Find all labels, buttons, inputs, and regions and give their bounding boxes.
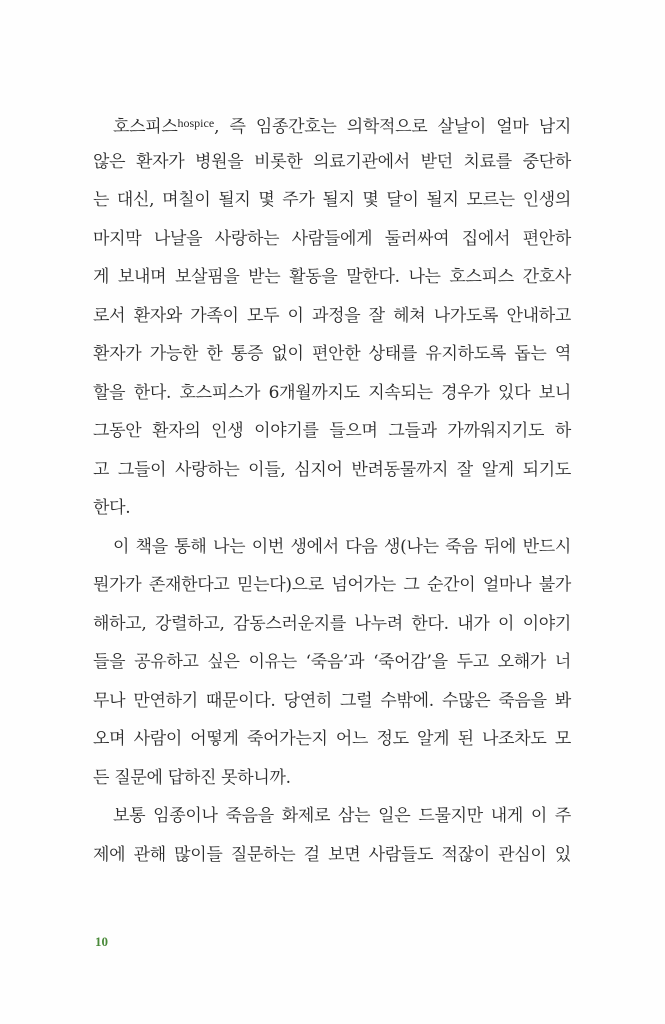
paragraph-1-line-10: 고 그들이 사랑하는 이들, 심지어 반려동물까지 잘 알게 되기도 [93, 459, 571, 480]
term-hospice-english: hospice [177, 116, 215, 130]
paragraph-3-line-1: 보통 임종이나 죽음을 화제로 삼는 일은 드물지만 내게 이 주 [113, 806, 571, 826]
paragraph-2-line-1: 이 책을 통해 나는 이번 생에서 다음 생(나는 죽음 뒤에 반드시 [113, 536, 571, 557]
term-hospice-korean: 호스피스 [113, 117, 178, 137]
line-text: , 즉 임종간호는 의학적으로 살날이 얼마 남지 [214, 117, 571, 137]
paragraph-1-line-9: 그동안 환자의 인생 이야기를 들으며 그들과 가까워지기도 하 [93, 421, 571, 441]
paragraph-1-line-1 [93, 104, 571, 143]
paragraph-2-line-7: 든 질문에 답하진 못하니까. [93, 767, 291, 788]
paragraph-2-line-4: 들을 공유하고 싶은 이유는 ‘죽음’과 ‘죽어감’을 두고 오해가 너 [93, 652, 571, 672]
paragraph-1-line-8: 할을 한다. 호스피스가 6개월까지도 지속되는 경우가 있다 보니 [93, 382, 571, 403]
paragraph-1-line-3: 는 대신, 며칠이 될지 몇 주가 될지 몇 달이 될지 모르는 인생의 [93, 190, 571, 210]
paragraph-2-line-3: 해하고, 강렬하고, 감동스러운지를 나누려 한다. 내가 이 이야기 [93, 613, 571, 634]
paragraph-1-line-11: 한다. [93, 498, 131, 518]
body-text [93, 104, 571, 874]
paragraph-2-line-2: 뭔가가 존재한다고 믿는다)으로 넘어가는 그 순간이 얼마나 불가 [93, 575, 571, 595]
paragraph-1-line-7: 환자가 가능한 한 통증 없이 편안한 상태를 유지하도록 돕는 역 [93, 344, 571, 364]
paragraph-2-line-6: 오며 사람이 어떻게 죽어가는지 어느 정도 알게 된 나조차도 모 [93, 729, 571, 749]
paragraph-1-line-6: 로서 환자와 가족이 모두 이 과정을 잘 헤쳐 나가도록 안내하고 [93, 305, 571, 326]
paragraph-1-line-2: 않은 환자가 병원을 비롯한 의료기관에서 받던 치료를 중단하 [93, 151, 571, 172]
paragraph-2-line-5: 무나 만연하기 때문이다. 당연히 그럴 수밖에. 수많은 죽음을 봐 [93, 690, 571, 711]
paragraph-1-line-5: 게 보내며 보살핌을 받는 활동을 말한다. 나는 호스피스 간호사 [93, 267, 571, 287]
page-number: 10 [95, 934, 108, 949]
paragraph-1-line-4: 마지막 나날을 사랑하는 사람들에게 둘러싸여 집에서 편안하 [93, 228, 571, 249]
paragraph-3-line-2: 제에 관해 많이들 질문하는 걸 보면 사람들도 적잖이 관심이 있 [93, 844, 571, 865]
